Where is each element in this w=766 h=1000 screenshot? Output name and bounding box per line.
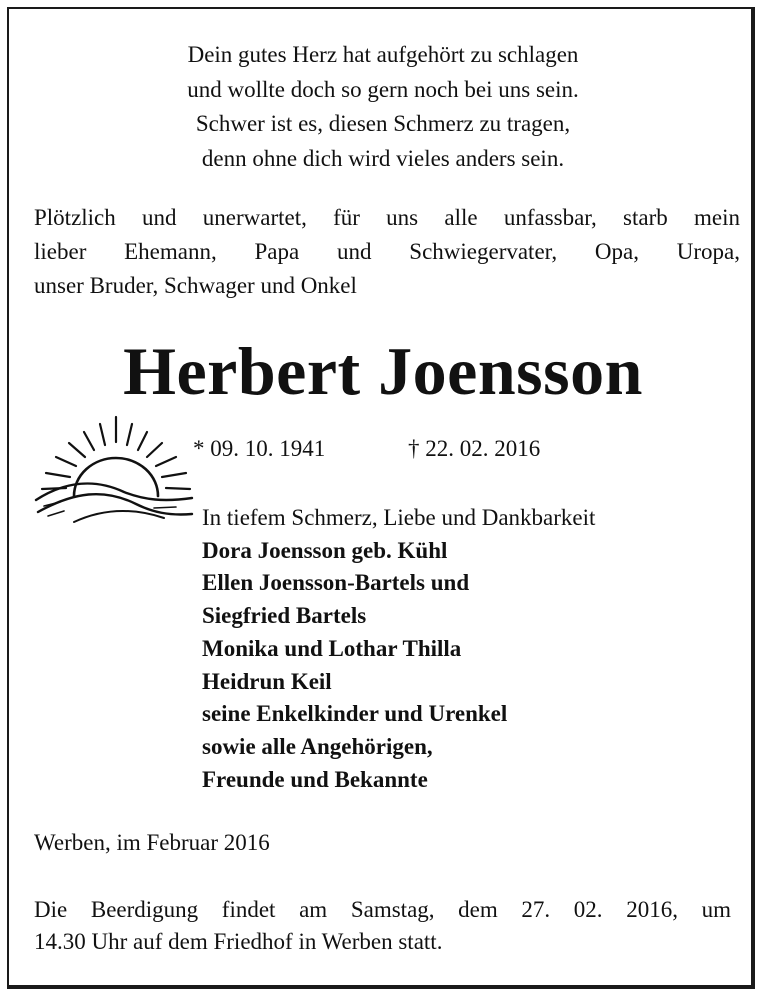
- poem-line: und wollte doch so gern noch bei uns sein.: [187, 76, 579, 102]
- announcement-line: unser Bruder, Schwager und Onkel: [34, 273, 357, 298]
- funeral-line: 14.30 Uhr auf dem Friedhof in Werben statt.: [34, 929, 443, 954]
- mourner-name: seine Enkelkinder und Urenkel: [202, 701, 508, 727]
- place-and-date: Werben, im Februar 2016: [34, 830, 270, 855]
- mourner-name: Monika und Lothar Thilla: [202, 635, 462, 661]
- mourners-list: [202, 502, 595, 796]
- mourner-name: Freunde und Bekannte: [202, 766, 428, 792]
- poem: [20, 38, 746, 176]
- sunset-over-hills-icon: [34, 412, 194, 524]
- mourners-intro: In tiefem Schmerz, Liebe und Dankbarkeit: [202, 505, 596, 530]
- funeral-line: Die Beerdigung findet am Samstag, dem 27. 02. 2016, um: [34, 897, 731, 922]
- poem-line: Dein gutes Herz hat aufgehört zu schlagen: [187, 42, 579, 67]
- funeral-info: [34, 894, 731, 958]
- mourner-name: sowie alle Angehörigen,: [202, 733, 433, 759]
- death-announcement: [34, 201, 740, 303]
- deceased-name: Herbert Joensson: [123, 333, 643, 409]
- mourner-name: Ellen Joensson-Bartels und: [202, 570, 470, 596]
- poem-line: denn ohne dich wird vieles anders sein.: [201, 145, 565, 171]
- mourner-name: Dora Joensson geb. Kühl: [202, 537, 448, 563]
- announcement-line: Plötzlich und unerwartet, für uns alle unfassbar, starb mein: [34, 205, 740, 230]
- announcement-line: lieber Ehemann, Papa und Schwiegervater, Opa, Uropa,: [34, 239, 740, 264]
- death-date: † 22. 02. 2016: [408, 436, 541, 461]
- poem-line: Schwer ist es, diesen Schmerz zu tragen,: [195, 111, 571, 136]
- mourner-name: Siegfried Bartels: [202, 603, 367, 629]
- birth-date: * 09. 10. 1941: [193, 436, 326, 461]
- mourner-name: Heidrun Keil: [202, 668, 332, 694]
